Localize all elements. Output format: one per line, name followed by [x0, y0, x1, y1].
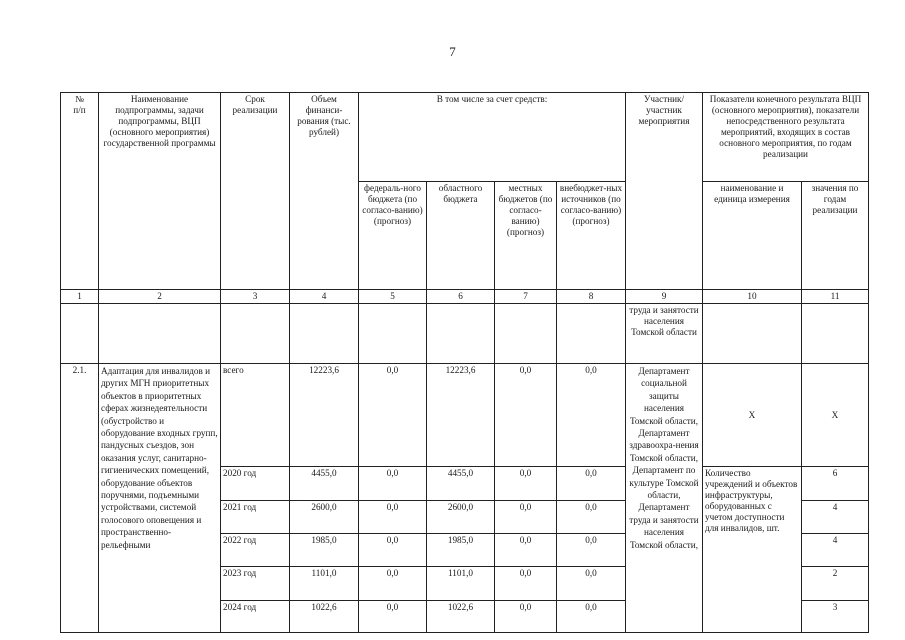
volume-cell: 1985,0	[290, 534, 359, 567]
indicator-name-cell: Количество учреждений и объектов инфраструктуры, оборудованных с учетом доступности для инвалидов, шт.	[703, 467, 802, 633]
indicator-value-cell: 2	[802, 567, 869, 601]
header-name: Наименование подпрограммы, задачи подпрограммы, ВЦП (основного мероприятия) государственной программы	[99, 93, 221, 290]
period-cell: 2021 год	[221, 501, 290, 534]
column-number: 9	[626, 290, 703, 304]
program-table	[60, 92, 869, 633]
period-cell: 2024 год	[221, 601, 290, 633]
extra-cell: 0,0	[557, 567, 626, 601]
regional-cell: 1985,0	[427, 534, 495, 567]
header-number: № п/п	[61, 93, 99, 290]
federal-cell: 0,0	[359, 364, 427, 467]
header-participant: Участник/ участник мероприятия	[626, 93, 703, 290]
column-number: 2	[99, 290, 221, 304]
federal-cell: 0,0	[359, 567, 427, 601]
column-number: 10	[703, 290, 802, 304]
federal-cell: 0,0	[359, 501, 427, 534]
column-number: 11	[802, 290, 869, 304]
column-number: 5	[359, 290, 427, 304]
local-cell: 0,0	[495, 364, 557, 467]
indicator-cell: Х	[703, 364, 802, 467]
header-regional: областного бюджета	[427, 182, 495, 290]
column-number: 6	[427, 290, 495, 304]
indicator-value-cell: 3	[802, 601, 869, 633]
column-number: 7	[495, 290, 557, 304]
column-number: 3	[221, 290, 290, 304]
local-cell: 0,0	[495, 501, 557, 534]
extra-cell: 0,0	[557, 364, 626, 467]
extra-cell: 0,0	[557, 467, 626, 501]
period-cell: 2022 год	[221, 534, 290, 567]
regional-cell: 4455,0	[427, 467, 495, 501]
volume-cell: 1101,0	[290, 567, 359, 601]
header-row-1	[61, 93, 869, 182]
period-cell: 2020 год	[221, 467, 290, 501]
header-volume: Объем финанси-рования (тыс. рублей)	[290, 93, 359, 290]
column-number: 1	[61, 290, 99, 304]
indicator-value-cell: Х	[802, 364, 869, 467]
table-row-total	[61, 364, 869, 467]
extra-cell: 0,0	[557, 534, 626, 567]
federal-cell: 0,0	[359, 534, 427, 567]
local-cell: 0,0	[495, 601, 557, 633]
header-local: местных бюджетов (по согласо-ванию) (прогноз)	[495, 182, 557, 290]
regional-cell: 12223,6	[427, 364, 495, 467]
indicator-value-cell: 6	[802, 467, 869, 501]
row-number: 2.1.	[61, 364, 99, 633]
volume-cell: 4455,0	[290, 467, 359, 501]
header-sources-group: В том числе за счет средств:	[359, 93, 626, 182]
local-cell: 0,0	[495, 467, 557, 501]
extra-cell: 0,0	[557, 601, 626, 633]
indicator-value-cell: 4	[802, 501, 869, 534]
regional-cell: 2600,0	[427, 501, 495, 534]
header-indicator-values: значения по годам реализации	[802, 182, 869, 290]
federal-cell: 0,0	[359, 601, 427, 633]
volume-cell: 12223,6	[290, 364, 359, 467]
regional-cell: 1022,6	[427, 601, 495, 633]
indicator-value-cell: 4	[802, 534, 869, 567]
column-number: 4	[290, 290, 359, 304]
period-cell: 2023 год	[221, 567, 290, 601]
volume-cell: 2600,0	[290, 501, 359, 534]
carry-over-row	[61, 304, 869, 364]
local-cell: 0,0	[495, 567, 557, 601]
row-name: Адаптация для инвалидов и других МГН приоритетных объектов в приоритетных сферах жизнедеятельности (обустройство и оборудование входных групп, пандусных съездов, зон оказания услуг, санитарно-гигиенических помещений, оборудование объектов поручнями, подъемными устройствами, системой голосового оповещения и пространственно-рельефными	[99, 364, 221, 633]
extra-cell: 0,0	[557, 501, 626, 534]
page-number: 7	[449, 44, 456, 59]
header-indicators-group: Показатели конечного результата ВЦП (основного мероприятия), показатели непосредственного результата мероприятий, входящих в состав основного мероприятия, по годам реализации	[703, 93, 869, 182]
local-cell: 0,0	[495, 534, 557, 567]
header-federal: федераль-ного бюджета (по согласо-ванию) (прогноз)	[359, 182, 427, 290]
header-extra: внебюджет-ных источников (по согласо-ванию) (прогноз)	[557, 182, 626, 290]
period-cell: всего	[221, 364, 290, 467]
federal-cell: 0,0	[359, 467, 427, 501]
carry-participant: труда и занятости населения Томской области	[626, 304, 703, 364]
regional-cell: 1101,0	[427, 567, 495, 601]
column-number: 8	[557, 290, 626, 304]
column-number-row	[61, 290, 869, 304]
header-indicator-name: наименование и единица измерения	[703, 182, 802, 290]
row-participant: Департамент социальной защиты населения Томской области, Департамент здравоохра-нения Томской области, Департамент по культуре Томской области, Департамент труда и занятости населения Томской области,	[626, 364, 703, 633]
header-period: Срок реализации	[221, 93, 290, 290]
volume-cell: 1022,6	[290, 601, 359, 633]
